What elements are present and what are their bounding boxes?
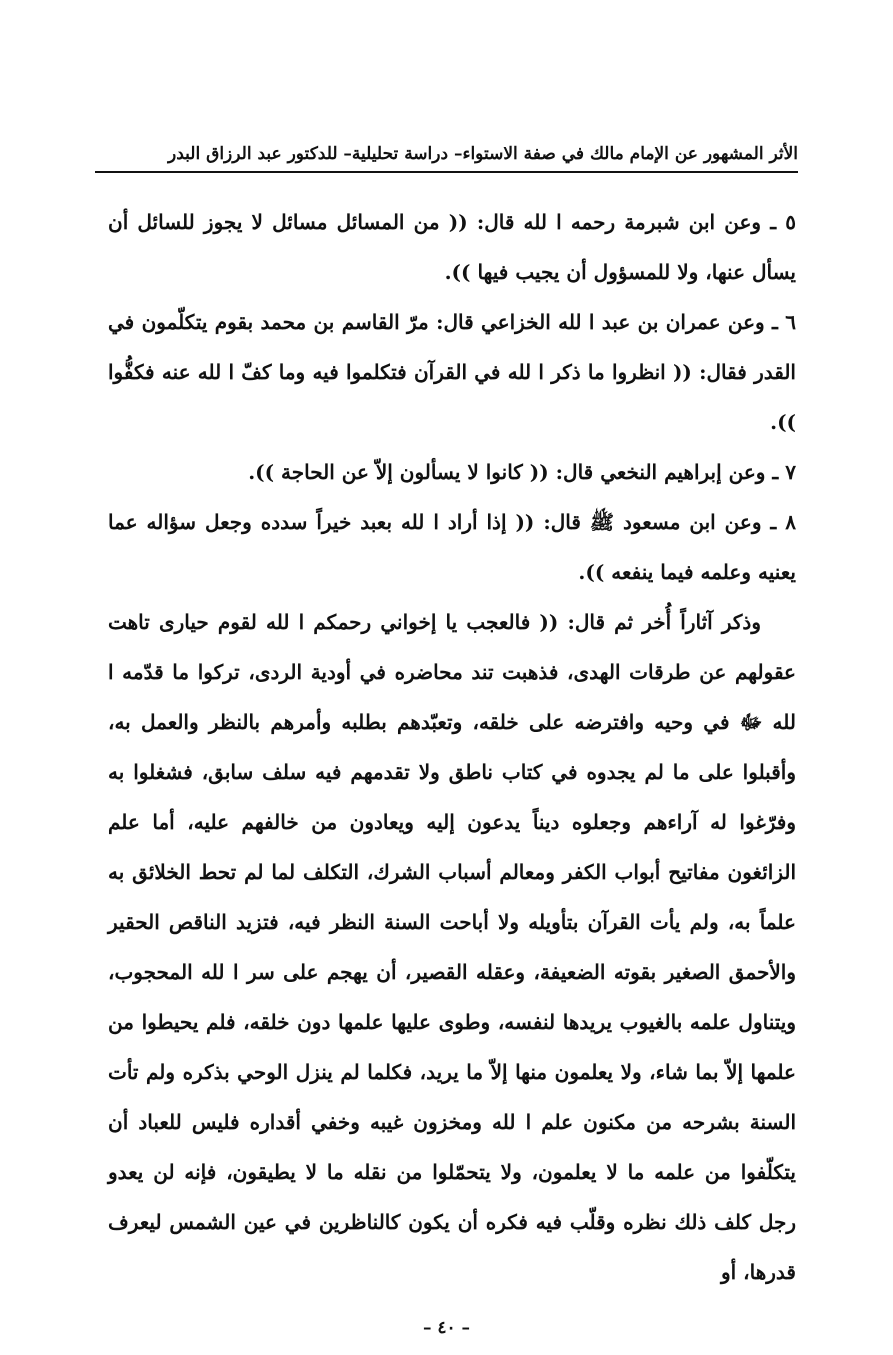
body-text: [108, 197, 796, 1297]
paragraph-quotation: وذكر آثاراً أُخر ثم قال: (( فالعجب يا إخواني رحمكم ا لله لقوم حيارى تاهت عقولهم عن طرقات الهدى، فذهبت تند محاضره في أودية الردى، تركوا ما قدّمه ا لله ﷻ في وحيه وافترضه على خلقه، وتعبّدهم بطلبه وأمرهم بالنظر والعمل به، وأقبلوا على ما لم يجدوه في كتاب ناطق ولا تقدمهم فيه سلف سابق، فشغلوا به وفرّغوا له آراءهم وجعلوه ديناً يدعون إليه ويعادون من خالفهم عليه، أما علم الزائغون مفاتيح أبواب الكفر ومعالم أسباب الشرك، التكلف لما لم تحط الخلائق به علماً به، ولم يأت القرآن بتأويله ولا أباحت السنة النظر فيه، فتزيد الناقص الحقير والأحمق الصغير بقوته الضعيفة، وعقله القصير، أن يهجم على سر ا لله المحجوب، ويتناول علمه بالغيوب يريدها لنفسه، وطوى عليها علمها دون خلقه، فلم يحيطوا من علمها إلاّ بما شاء، ولا يعلمون منها إلاّ ما يريد، فكلما لم ينزل الوحي بذكره ولم تأت السنة بشرحه من مكنون علم ا لله ومخزون غيبه وخفي أقداره فليس للعباد أن يتكلّفوا من علمه ما لا يعلمون، ولا يتحمّلوا من نقله ما لا يطيقون، فإنه لن يعدو رجل كلف ذلك نظره وقلّب فيه فكره أن يكون كالناظرين في عين الشمس ليعرف قدرها، أو: [108, 610, 796, 1284]
paragraph-athar-6: ٦ ـ وعن عمران بن عبد ا لله الخزاعي قال: مرّ القاسم بن محمد بقوم يتكلّمون في القدر فقال: (( انظروا ما ذكر ا لله في القرآن فتكلموا فيه وما كفّ ا لله عنه فكفُّوا )).: [108, 310, 796, 434]
paragraph-athar-7: ٧ ـ وعن إبراهيم النخعي قال: (( كانوا لا يسألون إلاّ عن الحاجة )).: [248, 460, 796, 484]
header-divider: [95, 171, 798, 173]
page-number: – ٤٠ –: [422, 1318, 471, 1338]
running-header: الأثر المشهور عن الإمام مالك في صفة الاستواء– دراسة تحليلية– للدكتور عبد الرزاق البدر: [168, 144, 798, 164]
paragraph-athar-8: ٨ ـ وعن ابن مسعود ﷺ قال: (( إذا أراد ا لله بعبد خيراً سدده وجعل سؤاله عما يعنيه وعلمه فيما ينفعه )).: [108, 510, 796, 584]
paragraph-athar-5: ٥ ـ وعن ابن شبرمة رحمه ا لله قال: (( من المسائل مسائل لا يجوز للسائل أن يسأل عنها، ولا للمسؤول أن يجيب فيها )).: [108, 210, 796, 284]
